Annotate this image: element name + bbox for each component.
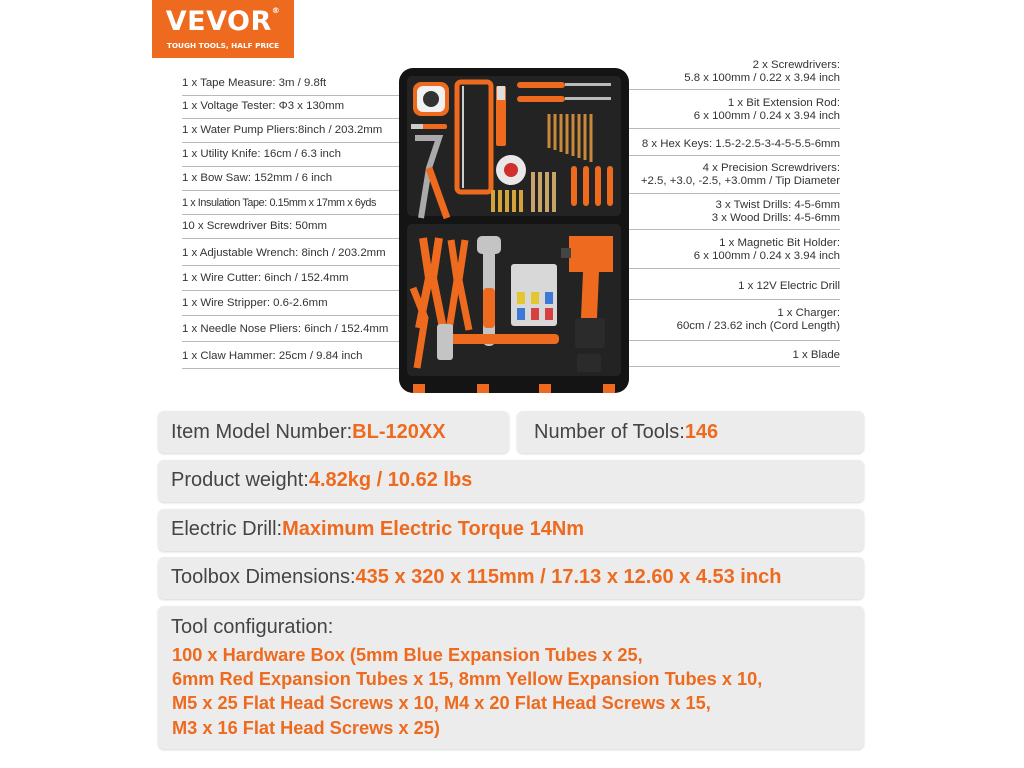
callout-utility-knife: 1 x Utility Knife: 16cm / 6.3 inch — [182, 148, 341, 160]
model-number-value: BL-120XX — [352, 421, 446, 443]
callout-adjustable-wrench: 1 x Adjustable Wrench: 8inch / 203.2mm — [182, 247, 386, 259]
callout-divider — [182, 142, 404, 143]
callout-divider — [182, 290, 404, 291]
callout-divider — [625, 268, 840, 269]
callout-divider — [625, 340, 840, 341]
electric-drill-label: Electric Drill: — [171, 518, 283, 540]
callout-precision-screwdrivers: 4 x Precision Screwdrivers: +2.5, +3.0, -2.5, +3.0mm / Tip Diameter — [640, 162, 840, 187]
callout-bow-saw: 1 x Bow Saw: 152mm / 6 inch — [182, 172, 333, 184]
electric-drill-value: Maximum Electric Torque 14Nm — [282, 518, 585, 540]
callout-wire-stripper: 1 x Wire Stripper: 0.6-2.6mm — [182, 297, 328, 309]
case-foot — [603, 384, 615, 393]
callout-charger: 1 x Charger: 60cm / 23.62 inch (Cord Length) — [676, 307, 840, 332]
weight-value: 4.82kg / 10.62 lbs — [308, 469, 473, 491]
callout-divider — [625, 89, 840, 90]
callout-divider — [182, 95, 404, 96]
callout-divider — [182, 341, 404, 342]
tool-configuration-box — [158, 606, 864, 749]
callout-divider — [625, 128, 840, 129]
callout-divider — [625, 193, 840, 194]
toolbox-tools-illustration — [399, 68, 629, 393]
config-line: 6mm Red Expansion Tubes x 15, 8mm Yellow Expansion Tubes x 10, — [172, 669, 763, 690]
tool-count-label: Number of Tools: — [534, 421, 685, 443]
callout-divider — [182, 214, 404, 215]
callout-divider — [182, 265, 404, 266]
weight-box — [158, 460, 864, 502]
callout-claw-hammer: 1 x Claw Hammer: 25cm / 9.84 inch — [182, 350, 363, 362]
config-line: M3 x 16 Flat Head Screws x 25) — [172, 717, 440, 738]
callout-divider — [625, 229, 840, 230]
callout-wire-cutter: 1 x Wire Cutter: 6inch / 152.4mm — [182, 272, 349, 284]
brand-name: VEVOR — [165, 6, 272, 37]
config-line: 100 x Hardware Box (5mm Blue Expansion Tubes x 25, — [172, 645, 643, 665]
callout-divider — [182, 315, 404, 316]
callout-tape-measure: 1 x Tape Measure: 3m / 9.8ft — [182, 77, 327, 89]
callout-screwdrivers: 2 x Screwdrivers: 5.8 x 100mm / 0.22 x 3.94 inch — [684, 59, 840, 84]
callout-electric-drill: 1 x 12V Electric Drill — [738, 280, 840, 292]
callout-water-pump-pliers: 1 x Water Pump Pliers:8inch / 203.2mm — [182, 124, 383, 136]
config-line: M5 x 25 Flat Head Screws x 10, M4 x 20 Flat Head Screws x 15, — [172, 693, 711, 714]
callout-divider — [182, 368, 404, 369]
callout-blade: 1 x Blade — [792, 349, 840, 361]
callout-bit-extension-rod: 1 x Bit Extension Rod: 6 x 100mm / 0.24 x 3.94 inch — [693, 97, 840, 122]
electric-drill-box — [158, 509, 864, 551]
dimensions-box — [158, 557, 864, 599]
brand-logo — [152, 0, 294, 58]
tool-count-box — [517, 411, 864, 453]
callout-divider — [182, 166, 404, 167]
callout-divider — [625, 155, 840, 156]
weight-label: Product weight: — [171, 469, 309, 491]
callout-needle-nose-pliers: 1 x Needle Nose Pliers: 6inch / 152.4mm — [182, 323, 389, 335]
model-number-box — [158, 411, 509, 453]
brand-tagline: TOUGH TOOLS, HALF PRICE — [166, 41, 280, 50]
tool-count-value: 146 — [684, 421, 719, 443]
tool-configuration-label: Tool configuration: — [171, 616, 334, 638]
callout-hex-keys: 8 x Hex Keys: 1.5-2-2.5-3-4-5-5.5-6mm — [641, 138, 840, 150]
case-foot — [539, 384, 551, 393]
callout-divider — [182, 238, 404, 239]
toolbox-case-image — [399, 68, 629, 393]
callout-magnetic-bit-holder: 1 x Magnetic Bit Holder: 6 x 100mm / 0.24 x 3.94 inch — [693, 237, 840, 262]
callout-drills: 3 x Twist Drills: 4-5-6mm 3 x Wood Drills: 4-5-6mm — [711, 199, 840, 224]
callout-divider — [182, 118, 404, 119]
callout-voltage-tester: 1 x Voltage Tester: Φ3 x 130mm — [182, 100, 345, 112]
dimensions-value: 435 x 320 x 115mm / 17.13 x 12.60 x 4.53 inch — [355, 566, 782, 588]
tool-configuration-details — [172, 643, 762, 740]
case-foot — [413, 384, 425, 393]
callout-divider — [625, 366, 840, 367]
callout-divider — [625, 299, 840, 300]
case-foot — [477, 384, 489, 393]
callout-divider — [182, 190, 404, 191]
dimensions-label: Toolbox Dimensions: — [171, 566, 356, 588]
registered-mark: ® — [271, 6, 281, 15]
model-number-label: Item Model Number: — [171, 421, 353, 443]
callout-insulation-tape: 1 x Insulation Tape: 0.15mm x 17mm x 6yds — [182, 197, 377, 209]
callout-screwdriver-bits: 10 x Screwdriver Bits: 50mm — [182, 220, 327, 232]
